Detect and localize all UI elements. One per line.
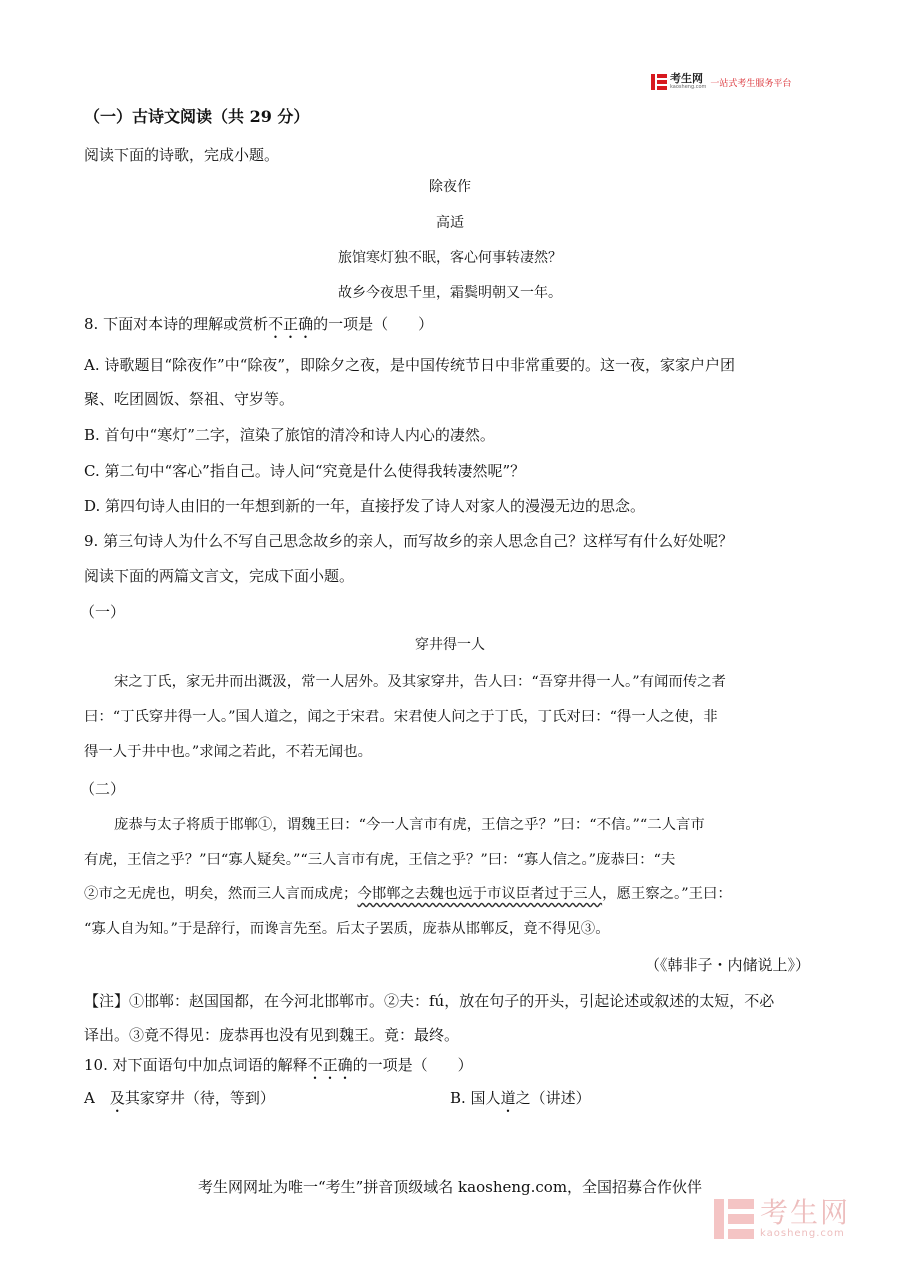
logo-url: kaosheng.com — [670, 84, 707, 90]
passage-1-title: 穿井得一人 — [415, 637, 485, 653]
q10-prefix: 10. 对下面语句中加点词语的解释 — [84, 1056, 308, 1074]
watermark-logo — [714, 1198, 850, 1239]
q8-emphasis: 不正确 — [268, 315, 314, 333]
watermark-icon — [714, 1199, 754, 1239]
poem-line-1: 旅馆寒灯独不眠，客心何事转凄然？ — [338, 250, 562, 266]
q10-option-b — [450, 1088, 591, 1116]
watermark-title: 考生网 — [760, 1196, 851, 1229]
passage-2-line-3-a: ②市之无虎也，明矣，然而三人言而成虎； — [84, 886, 358, 902]
passage-2-line-3 — [84, 884, 732, 904]
q8-option-b: B. 首句中“寒灯”二字，渲染了旅馆的清冷和诗人内心的凄然。 — [84, 426, 495, 444]
q10-option-b-pre: B. 国人 — [450, 1089, 501, 1107]
q8-suffix: 的一项是（ ） — [313, 315, 434, 333]
q10-option-b-rest: 之（讲述） — [515, 1089, 591, 1107]
q8-option-a-line-2: 聚、吃团圆饭、祭祖、守岁等。 — [84, 390, 295, 408]
q10-suffix: 的一项是（ ） — [352, 1056, 473, 1074]
poem-title: 除夜作 — [429, 179, 471, 195]
q8-option-c: C. 第二句中“客心”指自己。诗人问“究竟是什么使得我转凄然呢”？ — [84, 462, 526, 480]
watermark-url: kaosheng.com — [760, 1228, 845, 1239]
passage-1-line-3: 得一人于井中也。”求闻之若此，不若无闻也。 — [84, 744, 372, 760]
q8-option-d: D. 第四句诗人由旧的一年想到新的一年，直接抒发了诗人对家人的漫漫无边的思念。 — [84, 497, 646, 515]
logo-icon — [651, 74, 667, 90]
q8-prefix: 8. 下面对本诗的理解或赏析 — [84, 315, 269, 333]
q10-option-a-rest: 其家穿井（待，等到） — [124, 1089, 275, 1107]
question-8 — [84, 314, 433, 342]
q10-option-a-label: A — [84, 1089, 110, 1107]
q10-option-a — [84, 1088, 275, 1116]
passage-2-line-4: “寡人自为知。”于是辞行，而谗言先至。后太子罢质，庞恭从邯郸反，竟不得见③。 — [84, 921, 610, 937]
passage-2-label: （二） — [80, 780, 126, 798]
q10-option-b-dotted: 道 — [500, 1089, 516, 1107]
prose-intro: 阅读下面的两篇文言文，完成下面小题。 — [84, 567, 355, 585]
passage-1-label: （一） — [80, 603, 126, 621]
passage-1-line-2: 曰：“丁氏穿井得一人。”国人道之，闻之于宋君。宋君使人问之于丁氏，丁氏对曰：“得一人之使，非 — [84, 709, 718, 725]
notes-line-2: 译出。③竟不得见：庞恭再也没有见到魏王。竟：最终。 — [84, 1026, 460, 1044]
logo-name: 考生网 — [670, 72, 703, 85]
q10-option-a-dotted: 及 — [109, 1089, 125, 1107]
question-10 — [84, 1055, 473, 1083]
passage-2-underlined-sentence: 今邯郸之去魏也远于市议臣者过于三人 — [357, 886, 603, 902]
brand-logo — [651, 72, 791, 92]
notes-line-1: 【注】①邯郸：赵国国都，在今河北邯郸市。②夫：fú，放在句子的开头，引起论述或叙述的太短，不必 — [84, 992, 775, 1010]
passage-2-line-1: 庞恭与太子将质于邯郸①，谓魏王曰：“今一人言市有虎，王信之乎？”曰：“不信。”“二人言市 — [114, 817, 705, 833]
section-title: （一）古诗文阅读（共 29 分） — [84, 107, 310, 126]
passage-2-line-3-c: ，愿王察之。”王曰： — [602, 886, 732, 902]
passage-2-source: （《韩非子・内储说上》） — [644, 956, 810, 974]
passage-2-line-2: 有虎，王信之乎？”曰“寡人疑矣。”“三人言市有虎，王信之乎？”曰：“寡人信之。”庞恭曰：“夫 — [84, 852, 676, 868]
footer-text: 考生网网址为唯一“考生”拼音顶级域名 kaosheng.com，全国招募合作伙伴 — [197, 1178, 703, 1196]
poem-line-2: 故乡今夜思千里，霜鬓明朝又一年。 — [338, 285, 562, 301]
logo-slogan: 一站式考生服务平台 — [710, 78, 792, 89]
q10-emphasis: 不正确 — [307, 1056, 353, 1074]
poem-author: 高适 — [436, 215, 464, 231]
question-9: 9. 第三句诗人为什么不写自己思念故乡的亲人，而写故乡的亲人思念自己？这样写有什么好处呢？ — [84, 532, 734, 550]
q8-option-a-line-1: A. 诗歌题目“除夜作”中“除夜”，即除夕之夜，是中国传统节日中非常重要的。这一夜，家家户户团 — [84, 356, 736, 374]
poem-intro: 阅读下面的诗歌，完成小题。 — [84, 146, 280, 164]
passage-1-line-1: 宋之丁氏，家无井而出溉汲，常一人居外。及其家穿井，告人曰：“吾穿井得一人。”有闻而传之者 — [114, 674, 726, 690]
